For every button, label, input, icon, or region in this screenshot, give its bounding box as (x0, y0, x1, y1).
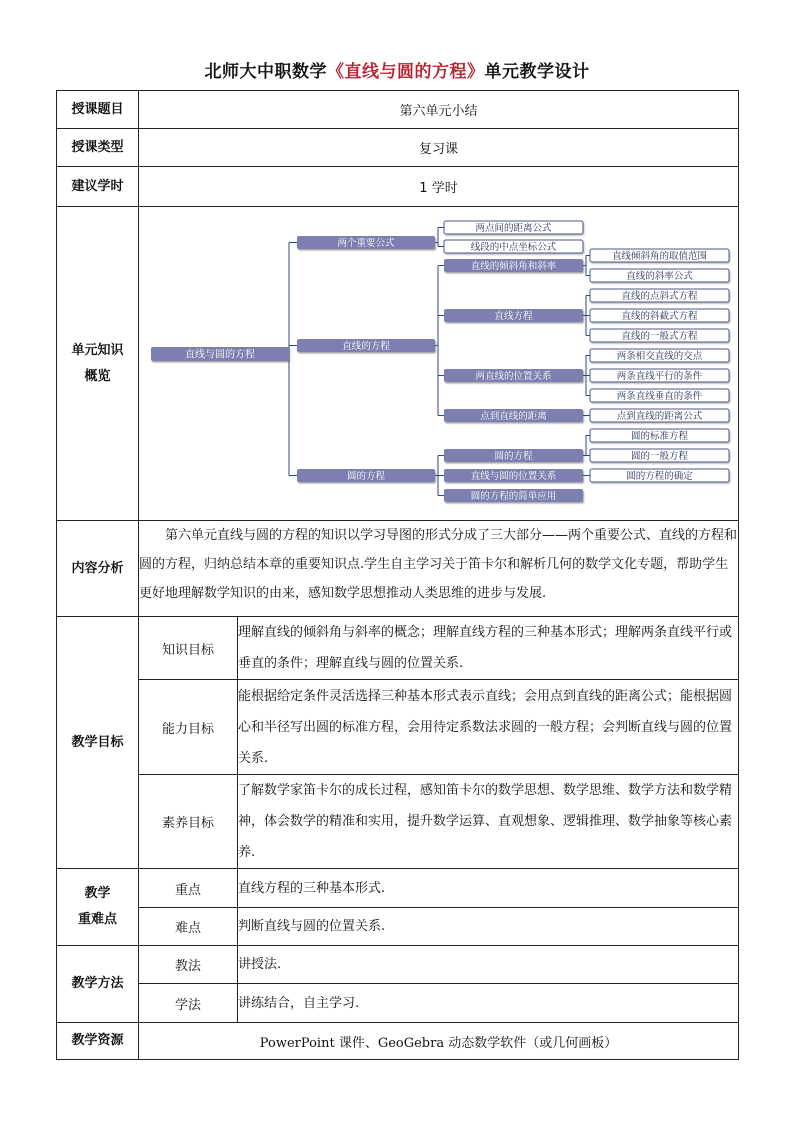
overview-label-line1: 单元知识 (71, 342, 124, 358)
topic-value: 第六单元小结 (139, 91, 739, 129)
mindmap-subtopic (590, 409, 729, 422)
learn-method-label: 学法 (139, 984, 238, 1023)
mindmap-branch-label: 两个重要公式 (337, 238, 395, 250)
literacy-goal-text: 了解数学家笛卡尔的成长过程，感知笛卡尔的数学思想、数学思维、数学方法和数学精神，体会数学的精准和实用，提升数学运算、直观想象、逻辑推理、数学抽象等核心素养. (238, 775, 739, 869)
mindmap-topic (444, 240, 583, 253)
document-title (0, 57, 794, 82)
row-teach-method (57, 946, 739, 984)
mindmap-root (151, 347, 289, 361)
row-overview (57, 207, 739, 521)
row-hours (57, 167, 739, 207)
keypoints-label-line2: 重难点 (77, 912, 117, 927)
mindmap-topic-label: 直线的倾斜角和斜率 (470, 261, 557, 273)
overview-label (57, 207, 139, 521)
row-difficult-point (57, 908, 739, 946)
resources-value: PowerPoint 课件、GeoGebra 动态数学软件（或几何画板） (139, 1023, 739, 1060)
topic-label: 授课题目 (57, 91, 139, 129)
mindmap-topic (444, 469, 583, 482)
keypoints-label-line1: 教学 (84, 886, 111, 901)
analysis-label: 内容分析 (57, 521, 139, 617)
row-goal-ability (57, 680, 739, 775)
row-type (57, 129, 739, 167)
mindmap-topic-label: 圆的方程的简单应用 (470, 491, 557, 503)
mindmap-topic-label: 线段的中点坐标公式 (470, 242, 557, 254)
mindmap-subtopic-label: 直线的斜截式方程 (621, 311, 698, 323)
row-goal-knowledge (57, 617, 739, 680)
mindmap-topic-label: 直线方程 (494, 311, 533, 323)
mindmap-cell (139, 207, 739, 521)
mindmap-subtopic-label: 两条直线垂直的条件 (616, 391, 703, 403)
mindmap-subtopic (590, 469, 729, 482)
row-analysis (57, 521, 739, 617)
mindmap-branch (297, 236, 435, 249)
mindmap-topic-label: 两点间的距离公式 (475, 223, 552, 235)
overview-label-line2: 概览 (84, 368, 111, 384)
mindmap-topic-label: 圆的方程 (494, 451, 533, 463)
literacy-goal-label: 素养目标 (139, 775, 238, 869)
mindmap-topic (444, 489, 583, 502)
mindmap-branch (297, 469, 435, 482)
row-goal-literacy (57, 775, 739, 869)
methods-label: 教学方法 (57, 946, 139, 1023)
mindmap-subtopic (590, 269, 729, 282)
title-suffix: 单元教学设计 (484, 62, 590, 82)
mindmap-topic-label: 直线与圆的位置关系 (470, 471, 557, 483)
difficult-point-text: 判断直线与圆的位置关系. (238, 908, 739, 946)
mindmap-subtopic (590, 329, 729, 342)
mindmap-subtopic (590, 289, 729, 302)
mindmap (139, 207, 737, 516)
row-learn-method (57, 984, 739, 1023)
mindmap-topic (444, 409, 583, 422)
analysis-text: 第六单元直线与圆的方程的知识以学习导图的形式分成了三大部分——两个重要公式、直线的方程和圆的方程，归纳总结本章的重要知识点.学生自主学习关于笛卡尔和解析几何的数学文化专题，帮助学生更好地理解数学知识的由来，感知数学思想推动人类思维的进步与发展. (139, 521, 739, 617)
mindmap-subtopic-label: 直线的点斜式方程 (621, 291, 698, 303)
knowledge-goal-text: 理解直线的倾斜角与斜率的概念；理解直线方程的三种基本形式；理解两条直线平行或垂直的条件；理解直线与圆的位置关系. (238, 617, 739, 680)
mindmap-topic (444, 309, 583, 322)
teach-method-label: 教法 (139, 946, 238, 984)
goals-label: 教学目标 (57, 617, 139, 869)
mindmap-root-label: 直线与圆的方程 (185, 349, 255, 361)
title-highlight: 《直线与圆的方程》 (327, 62, 485, 82)
knowledge-goal-label: 知识目标 (139, 617, 238, 680)
mindmap-subtopic-label: 两条相交直线的交点 (616, 351, 703, 363)
title-prefix: 北师大中职数学 (204, 62, 327, 82)
row-key-point (57, 869, 739, 908)
hours-value: 1 学时 (139, 167, 739, 207)
mindmap-topic (444, 221, 583, 234)
mindmap-subtopic-label: 圆的一般方程 (630, 451, 689, 463)
row-resources (57, 1023, 739, 1060)
mindmap-subtopic-label: 直线倾斜角的取值范围 (611, 251, 708, 263)
type-label: 授课类型 (57, 129, 139, 167)
resources-label: 教学资源 (57, 1023, 139, 1060)
mindmap-subtopic-label: 圆的方程的确定 (626, 471, 693, 483)
ability-goal-label: 能力目标 (139, 680, 238, 775)
mindmap-subtopic (590, 309, 729, 322)
mindmap-topic (444, 369, 583, 382)
mindmap-branch-label: 直线的方程 (342, 341, 390, 353)
mindmap-subtopic (590, 449, 729, 462)
mindmap-topic-label: 点到直线的距离 (480, 411, 547, 423)
type-value: 复习课 (139, 129, 739, 167)
mindmap-subtopic (590, 429, 729, 442)
mindmap-branch-label: 圆的方程 (346, 471, 386, 483)
mindmap-subtopic (590, 389, 729, 402)
mindmap-subtopic (590, 369, 729, 382)
mindmap-subtopic-label: 点到直线的距离公式 (616, 411, 703, 423)
ability-goal-text: 能根据给定条件灵活选择三种基本形式表示直线；会用点到直线的距离公式；能根据圆心和半径写出圆的标准方程，会用待定系数法求圆的一般方程；会判断直线与圆的位置关系. (238, 680, 739, 775)
mindmap-subtopic-label: 直线的一般式方程 (621, 331, 698, 343)
key-point-text: 直线方程的三种基本形式. (238, 869, 739, 908)
lesson-design-table (56, 90, 739, 1060)
key-point-label: 重点 (139, 869, 238, 908)
mindmap-subtopic (590, 249, 729, 262)
mindmap-branch (297, 339, 435, 352)
learn-method-text: 讲练结合，自主学习. (238, 984, 739, 1023)
hours-label: 建议学时 (57, 167, 139, 207)
row-topic (57, 91, 739, 129)
mindmap-topic (444, 259, 583, 272)
mindmap-topic (444, 449, 583, 462)
keypoints-label (57, 869, 139, 946)
mindmap-subtopic-label: 圆的标准方程 (630, 431, 689, 443)
teach-method-text: 讲授法. (238, 946, 739, 984)
mindmap-subtopic-label: 直线的斜率公式 (626, 271, 693, 283)
mindmap-topic-label: 两直线的位置关系 (475, 371, 552, 383)
difficult-point-label: 难点 (139, 908, 238, 946)
mindmap-subtopic (590, 349, 729, 362)
mindmap-subtopic-label: 两条直线平行的条件 (616, 371, 703, 383)
